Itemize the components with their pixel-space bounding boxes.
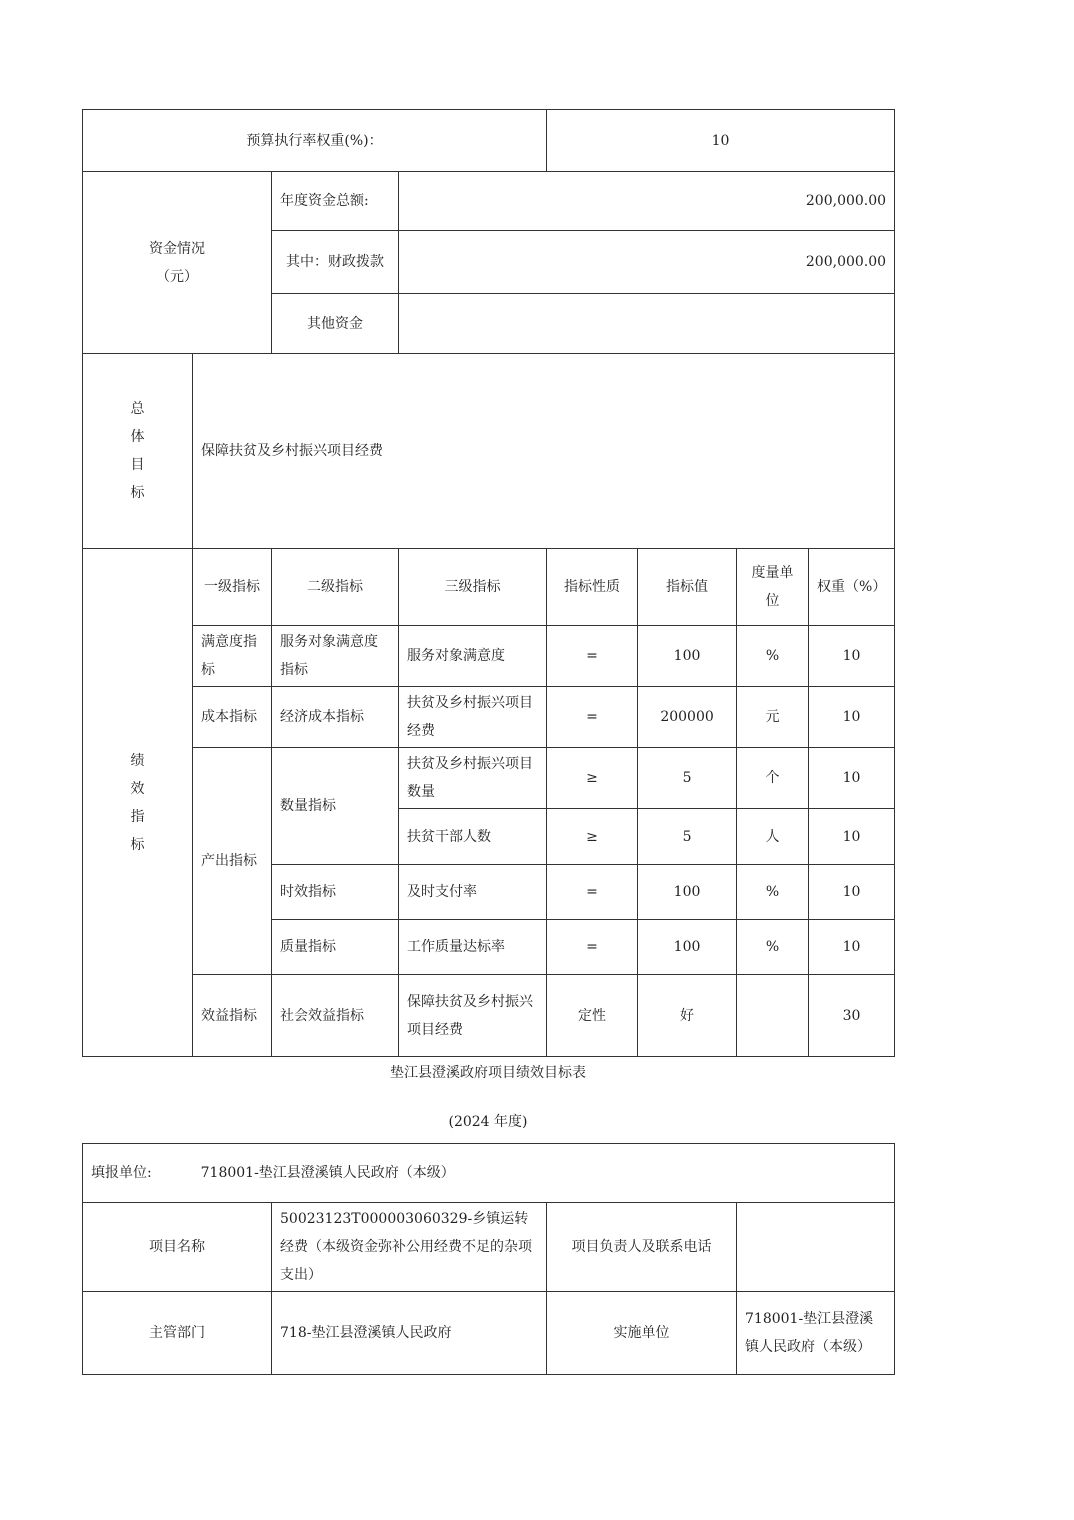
cell-weight: 10 — [809, 626, 895, 687]
project-name-value: 50023123T000003060329-乡镇运转经费（本级资金弥补公用经费不足的杂项支出） — [272, 1203, 547, 1292]
cell-nature: ≥ — [547, 809, 638, 865]
cell-level3: 扶贫干部人数 — [399, 809, 547, 865]
fiscal-value: 200,000.00 — [399, 231, 895, 294]
cell-level3: 服务对象满意度 — [399, 626, 547, 687]
annual-total-label: 年度资金总额: — [272, 172, 399, 231]
table-row — [83, 626, 895, 687]
cell-weight: 10 — [809, 748, 895, 809]
page-title: 垫江县澄溪政府项目绩效目标表 — [390, 1065, 586, 1081]
cell-level2: 数量指标 — [272, 748, 399, 865]
cell-value: 5 — [638, 748, 737, 809]
goal-label-char: 总 — [130, 401, 145, 417]
cell-level3: 扶贫及乡村振兴项目经费 — [399, 687, 547, 748]
dept-value: 718-垫江县澄溪镇人民政府 — [272, 1292, 547, 1375]
table-row — [83, 748, 895, 809]
cell-level3: 保障扶贫及乡村振兴项目经费 — [399, 975, 547, 1057]
header-value: 指标值 — [638, 549, 737, 626]
header-weight: 权重（%） — [809, 549, 895, 626]
perf-label-char: 指 — [130, 808, 145, 825]
cell-nature: = — [547, 687, 638, 748]
cell-level3: 工作质量达标率 — [399, 920, 547, 975]
cell-level2: 服务对象满意度指标 — [272, 626, 399, 687]
funds-label-line1: 资金情况 — [149, 240, 205, 257]
perf-label — [83, 549, 193, 1057]
cell-unit: % — [737, 626, 809, 687]
cell-unit: % — [737, 865, 809, 920]
cell-level2: 社会效益指标 — [272, 975, 399, 1057]
cell-value: 100 — [638, 626, 737, 687]
contact-value — [737, 1203, 895, 1292]
cell-level2: 时效指标 — [272, 865, 399, 920]
cell-weight: 10 — [809, 920, 895, 975]
cell-nature: = — [547, 626, 638, 687]
header-level2: 二级指标 — [272, 549, 399, 626]
cell-unit: 个 — [737, 748, 809, 809]
cell-unit: 元 — [737, 687, 809, 748]
goal-label-char: 体 — [130, 429, 145, 445]
table-row — [83, 687, 895, 748]
year-label: (2024 年度) — [448, 1114, 528, 1130]
contact-label: 项目负责人及联系电话 — [547, 1203, 737, 1292]
annual-total-value: 200,000.00 — [399, 172, 895, 231]
cell-weight: 10 — [809, 865, 895, 920]
other-funds-value — [399, 294, 895, 354]
funds-label-line2: （元） — [156, 268, 198, 285]
cell-level3: 及时支付率 — [399, 865, 547, 920]
reporting-unit — [83, 1144, 895, 1203]
goal-label — [83, 354, 193, 549]
other-funds-label: 其他资金 — [272, 294, 399, 354]
goal-text: 保障扶贫及乡村振兴项目经费 — [193, 354, 895, 549]
header-nature: 指标性质 — [547, 549, 638, 626]
cell-value: 200000 — [638, 687, 737, 748]
performance-table — [82, 109, 895, 1057]
cell-level2: 经济成本指标 — [272, 687, 399, 748]
perf-label-char: 绩 — [130, 752, 145, 769]
cell-nature: = — [547, 865, 638, 920]
cell-level2: 质量指标 — [272, 920, 399, 975]
cell-nature: ≥ — [547, 748, 638, 809]
cell-weight: 10 — [809, 687, 895, 748]
cell-level1: 产出指标 — [193, 748, 272, 975]
header-level1: 一级指标 — [193, 549, 272, 626]
impl-label: 实施单位 — [547, 1292, 737, 1375]
header-unit: 度量单位 — [737, 549, 809, 626]
cell-unit: % — [737, 920, 809, 975]
project-name-label: 项目名称 — [83, 1203, 272, 1292]
cell-level3: 扶贫及乡村振兴项目数量 — [399, 748, 547, 809]
fiscal-label: 其中：财政拨款 — [272, 231, 399, 294]
cell-level1: 成本指标 — [193, 687, 272, 748]
goal-label-char: 标 — [130, 485, 145, 501]
cell-weight: 10 — [809, 809, 895, 865]
perf-label-char: 标 — [130, 836, 145, 853]
cell-unit: 人 — [737, 809, 809, 865]
funds-label — [83, 172, 272, 354]
goal-label-char: 目 — [130, 457, 145, 473]
cell-value: 100 — [638, 865, 737, 920]
perf-label-char: 效 — [130, 780, 145, 797]
impl-value: 718001-垫江县澄溪镇人民政府（本级） — [737, 1292, 895, 1375]
cell-unit — [737, 975, 809, 1057]
cell-value: 100 — [638, 920, 737, 975]
budget-weight-value: 10 — [547, 110, 895, 172]
table-row — [83, 975, 895, 1057]
project-info-table — [82, 1143, 895, 1375]
cell-value: 好 — [638, 975, 737, 1057]
budget-weight-label: 预算执行率权重(%)： — [83, 110, 547, 172]
cell-level1: 效益指标 — [193, 975, 272, 1057]
cell-weight: 30 — [809, 975, 895, 1057]
dept-label: 主管部门 — [83, 1292, 272, 1375]
cell-nature: 定性 — [547, 975, 638, 1057]
cell-value: 5 — [638, 809, 737, 865]
header-level3: 三级指标 — [399, 549, 547, 626]
reporting-unit-label: 填报单位: — [91, 1165, 152, 1181]
reporting-unit-value: 718001-垫江县澄溪镇人民政府（本级） — [200, 1165, 455, 1181]
cell-level1: 满意度指标 — [193, 626, 272, 687]
cell-nature: = — [547, 920, 638, 975]
